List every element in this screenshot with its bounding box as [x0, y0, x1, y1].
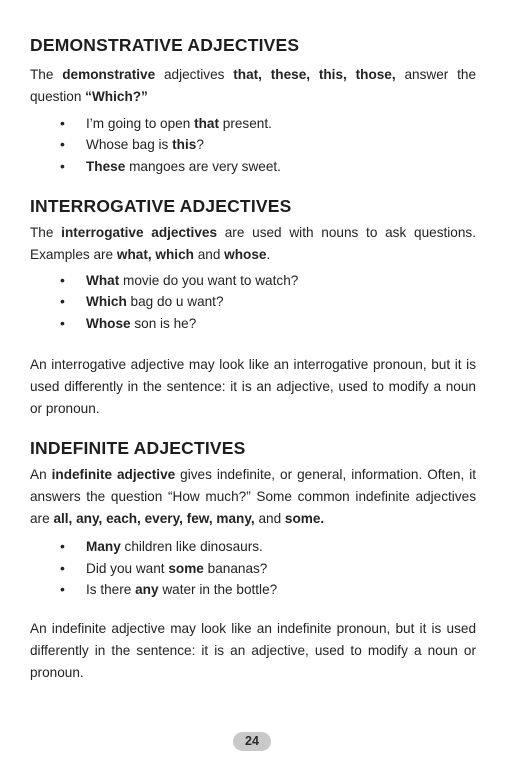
bullet-icon: • [60, 293, 65, 310]
bullet-icon: • [60, 158, 65, 175]
indefinite-examples [30, 536, 476, 601]
interrogative-examples [30, 270, 476, 335]
list-item: • Whose son is he? [30, 313, 476, 335]
demonstrative-heading: DEMONSTRATIVE ADJECTIVES [30, 35, 300, 55]
demonstrative-examples [30, 113, 476, 178]
list-item: • These mangoes are very sweet. [30, 156, 476, 178]
list-item: • Did you want some bananas? [30, 558, 476, 580]
bullet-icon: • [60, 559, 65, 576]
bullet-icon: • [60, 581, 65, 598]
page-number-badge: 24 [233, 732, 271, 751]
indefinite-heading: INDEFINITE ADJECTIVES [30, 438, 246, 459]
list-item: • What movie do you want to watch? [30, 270, 476, 292]
indefinite-note: An indefinite adjective may look like an indefinite pronoun, but it is used differently in the sentence: it is an adjective, used to modify a noun or pronoun. [30, 621, 476, 680]
indefinite-intro: An indefinite adjective gives indefinite, or general, information. Often, it answers the question “How much?” Some common indefinite adjectives are all, any, each, every, few, many, and some. [30, 467, 476, 526]
interrogative-section [30, 195, 476, 419]
bullet-icon: • [60, 271, 65, 288]
bullet-icon: • [60, 136, 65, 153]
interrogative-note: An interrogative adjective may look like an interrogative pronoun, but it is used differently in the sentence: it is an adjective, used to modify a noun or pronoun. [30, 356, 476, 416]
list-item: • Which bag do u want? [30, 291, 476, 313]
bullet-icon: • [60, 315, 65, 332]
list-item: • Many children like dinosaurs. [30, 536, 476, 558]
bullet-icon: • [60, 537, 65, 554]
list-item: • Whose bag is this? [30, 134, 476, 156]
indefinite-section [30, 437, 476, 683]
interrogative-heading: INTERROGATIVE ADJECTIVES [30, 195, 292, 216]
demonstrative-intro: The demonstrative adjectives that, these, this, those, answer the question “Which?” [30, 67, 476, 104]
demonstrative-section [30, 34, 476, 178]
list-item: • I’m going to open that present. [30, 113, 476, 135]
bullet-icon: • [60, 114, 65, 131]
page-content [30, 34, 476, 684]
interrogative-intro: The interrogative adjectives are used with nouns to ask questions. Examples are what, which and whose. [30, 224, 476, 262]
list-item: • Is there any water in the bottle? [30, 579, 476, 601]
